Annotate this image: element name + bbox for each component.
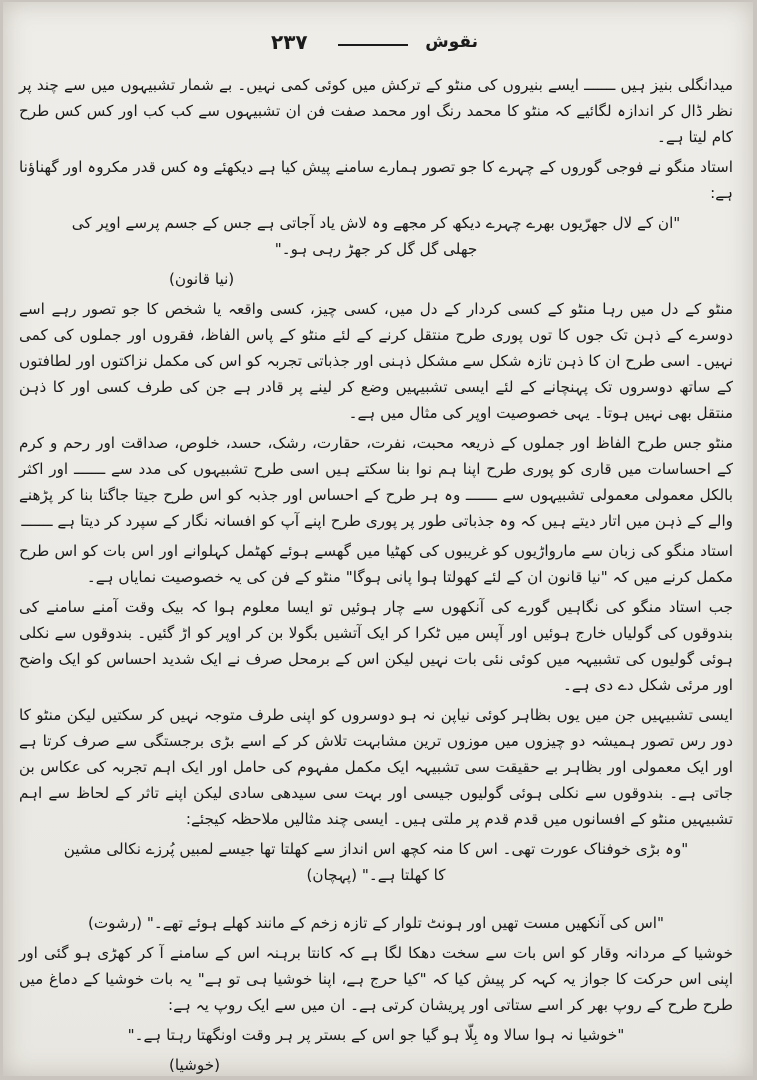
paragraph: منٹو کے دل میں رہا منٹو کے کسی کردار کے دل میں، کسی چیز، کسی واقعہ یا شخص کا جو تصور رہے اسے دوسرے کے ذہن تک جوں کا توں پوری طرح منتقل کرنے کے لئے منٹو کے پاس الفاظ، فقروں اور جملوں کی کمی نہیں۔ اسی طرح ان کا ذہن تازہ شکل سے مشکل ذہنی اور جذباتی تجربہ کو اس کی مکمل نزاکتوں اور لطافتوں کے ساتھ دوسروں تک پہنچانے کے لئے ایسی تشبیہیں وضع کر لینے پر قادر ہے جن کی طرف کسی اور کا ذہن منتقل بھی نہیں ہوتا۔ یہی خصوصیت اوپر کی مثال میں ہے۔ — [19, 300, 733, 422]
paragraph: ایسی تشبیہیں جن میں یوں بظاہر کوئی نیاپن نہ ہو دوسروں کو اپنی طرف متوجہ نہیں کر سکتیں لیکن منٹو کا دور رس تصور ہمیشہ دو چیزوں میں موزوں ترین مشابہت تلاش کر کے اسے بڑی برجستگی سے صرف کرتا ہے اور ایک معمولی اور بظاہر بے حقیقت سی تشبیہہ ایک مکمل مفہوم کی حامل اور ایک اہم تجربہ کی عکاس بن جاتی ہے۔ بندوقوں سے نکلی ہوئی گولیوں جیسی اور بہت سی سیدھی سادی لیکن اپنے تاثر کے لحاظ سے اہم تشبیہیں منٹو کے افسانوں میں قدم قدم پر ملتی ہیں۔ ایسی چند مثالیں ملاحظہ کیجئے: — [19, 706, 733, 828]
citation: (خوشیا) — [169, 1056, 221, 1074]
block-quote: "اس کی آنکھیں مست تھیں اور ہونٹ تلوار کے تازہ زخم کے مانند کھلے ہوئے تھے۔" (رشوت) — [87, 914, 665, 932]
header-rule — [338, 44, 408, 46]
page-header — [243, 28, 503, 58]
block-quote: "ان کے لال جھرّیوں بھرے چہرے دیکھ کر مجھے وہ لاش یاد آجاتی ہے جس کے جسم پرسے اوپر کی جھلی گل گل کر جھڑ رہی ہو۔" — [71, 214, 681, 258]
body-text — [19, 72, 733, 1076]
spacer — [19, 892, 733, 910]
scanned-page — [3, 2, 753, 1076]
paragraph: استاد منگو نے فوجی گوروں کے چہرے کا جو تصور ہمارے سامنے پیش کیا ہے دیکھئے وہ کس قدر مکروہ اور گھناؤنا ہے: — [19, 158, 733, 202]
paragraph: منٹو جس طرح الفاظ اور جملوں کے ذریعہ محبت، نفرت، حقارت، رشک، حسد، خلوص، صداقت اور رحم و کرم کے احساسات میں قاری کو پوری طرح اپنا ہم نوا بنا سکتے ہیں اسی طرح تشبیہوں کی مدد سے ـــــــ اور اکثر بالکل معمولی معمولی تشبیہوں سے ـــــــ وہ ہر طرح کے احساس اور جذبہ کو اس طرح جیتا جاگتا بنا کر پڑھنے والے کے ذہن میں اتار دیتے ہیں کہ وہ جذباتی طور پر پوری طرح اپنے آپ کو افسانہ نگار کے سپرد کر دیتا ہے ـــــــ — [19, 434, 733, 530]
paragraph: جب استاد منگو کی نگاہیں گورے کی آنکھوں سے چار ہوئیں تو ایسا معلوم ہوا کہ بیک وقت آمنے سامنے کی بندوقوں کی گولیاں خارج ہوئیں اور آپس میں ٹکرا کر ایک آتشیں بگولا بن کر اوپر کو اڑ گئیں۔ بندوقوں سے نکلی ہوئی گولیوں کی تشبیہہ میں کوئی نئی بات نہیں لیکن اس کے برمحل صرف نے ایک شدید احساس کو ایک واضح اور مرئی شکل دے دی ہے۔ — [19, 598, 733, 694]
running-title: نقوش — [425, 32, 478, 52]
block-quote: "خوشیا نہ ہوا سالا وہ بِلّا ہو گیا جو اس کے بستر پر ہر وقت اونگھتا رہتا ہے۔" — [127, 1026, 625, 1044]
paragraph: استاد منگو کی زبان سے مارواڑیوں کو غریبوں کی کھٹیا میں گھسے ہوئے کھٹمل کہلوانے اور اس بات کو اس طرح مکمل کرنے میں کہ "نیا قانون ان کے لئے کھولتا ہوا پانی ہوگا" منٹو کے فن کی یہ خصوصیت نمایاں ہے۔ — [19, 542, 733, 586]
page-number: ۲۳۷ — [271, 30, 308, 54]
citation: (نیا قانون) — [169, 270, 235, 288]
paragraph: میدانگلی بنیز ہیں ـــــــ ایسے بنیروں کی منٹو کے ترکش میں کوئی کمی نہیں۔ بے شمار تشبیہوں میں سے چند پر نظر ڈال کر اندازہ لگائیے کہ منٹو کا محمد رنگ اور محمد صفت فن ان تشبیہوں سے کب کب اور کس کس طرح کام لیتا ہے۔ — [19, 76, 733, 146]
block-quote: "وہ بڑی خوفناک عورت تھی۔ اس کا منہ کچھ اس انداز سے کھلتا تھا جیسے لمبیں پُرزے نکالی مشین کا کھلتا ہے۔" (پہچان) — [63, 840, 689, 884]
paragraph: خوشیا کے مردانہ وقار کو اس بات سے سخت دھکا لگا ہے کہ کانتا برہنہ اس کے سامنے آ کر کھڑی ہو گئی اور اپنی اس حرکت کا جواز یہ کہہ کر پیش کیا کہ "کیا حرج ہے، اپنا خوشیا ہی تو ہے" یہ بات خوشیا کے دماغ میں طرح طرح کے روپ بھر کر اسے ستاتی اور پریشان کرتی ہے۔ ان میں سے ایک روپ یہ ہے: — [19, 944, 733, 1014]
